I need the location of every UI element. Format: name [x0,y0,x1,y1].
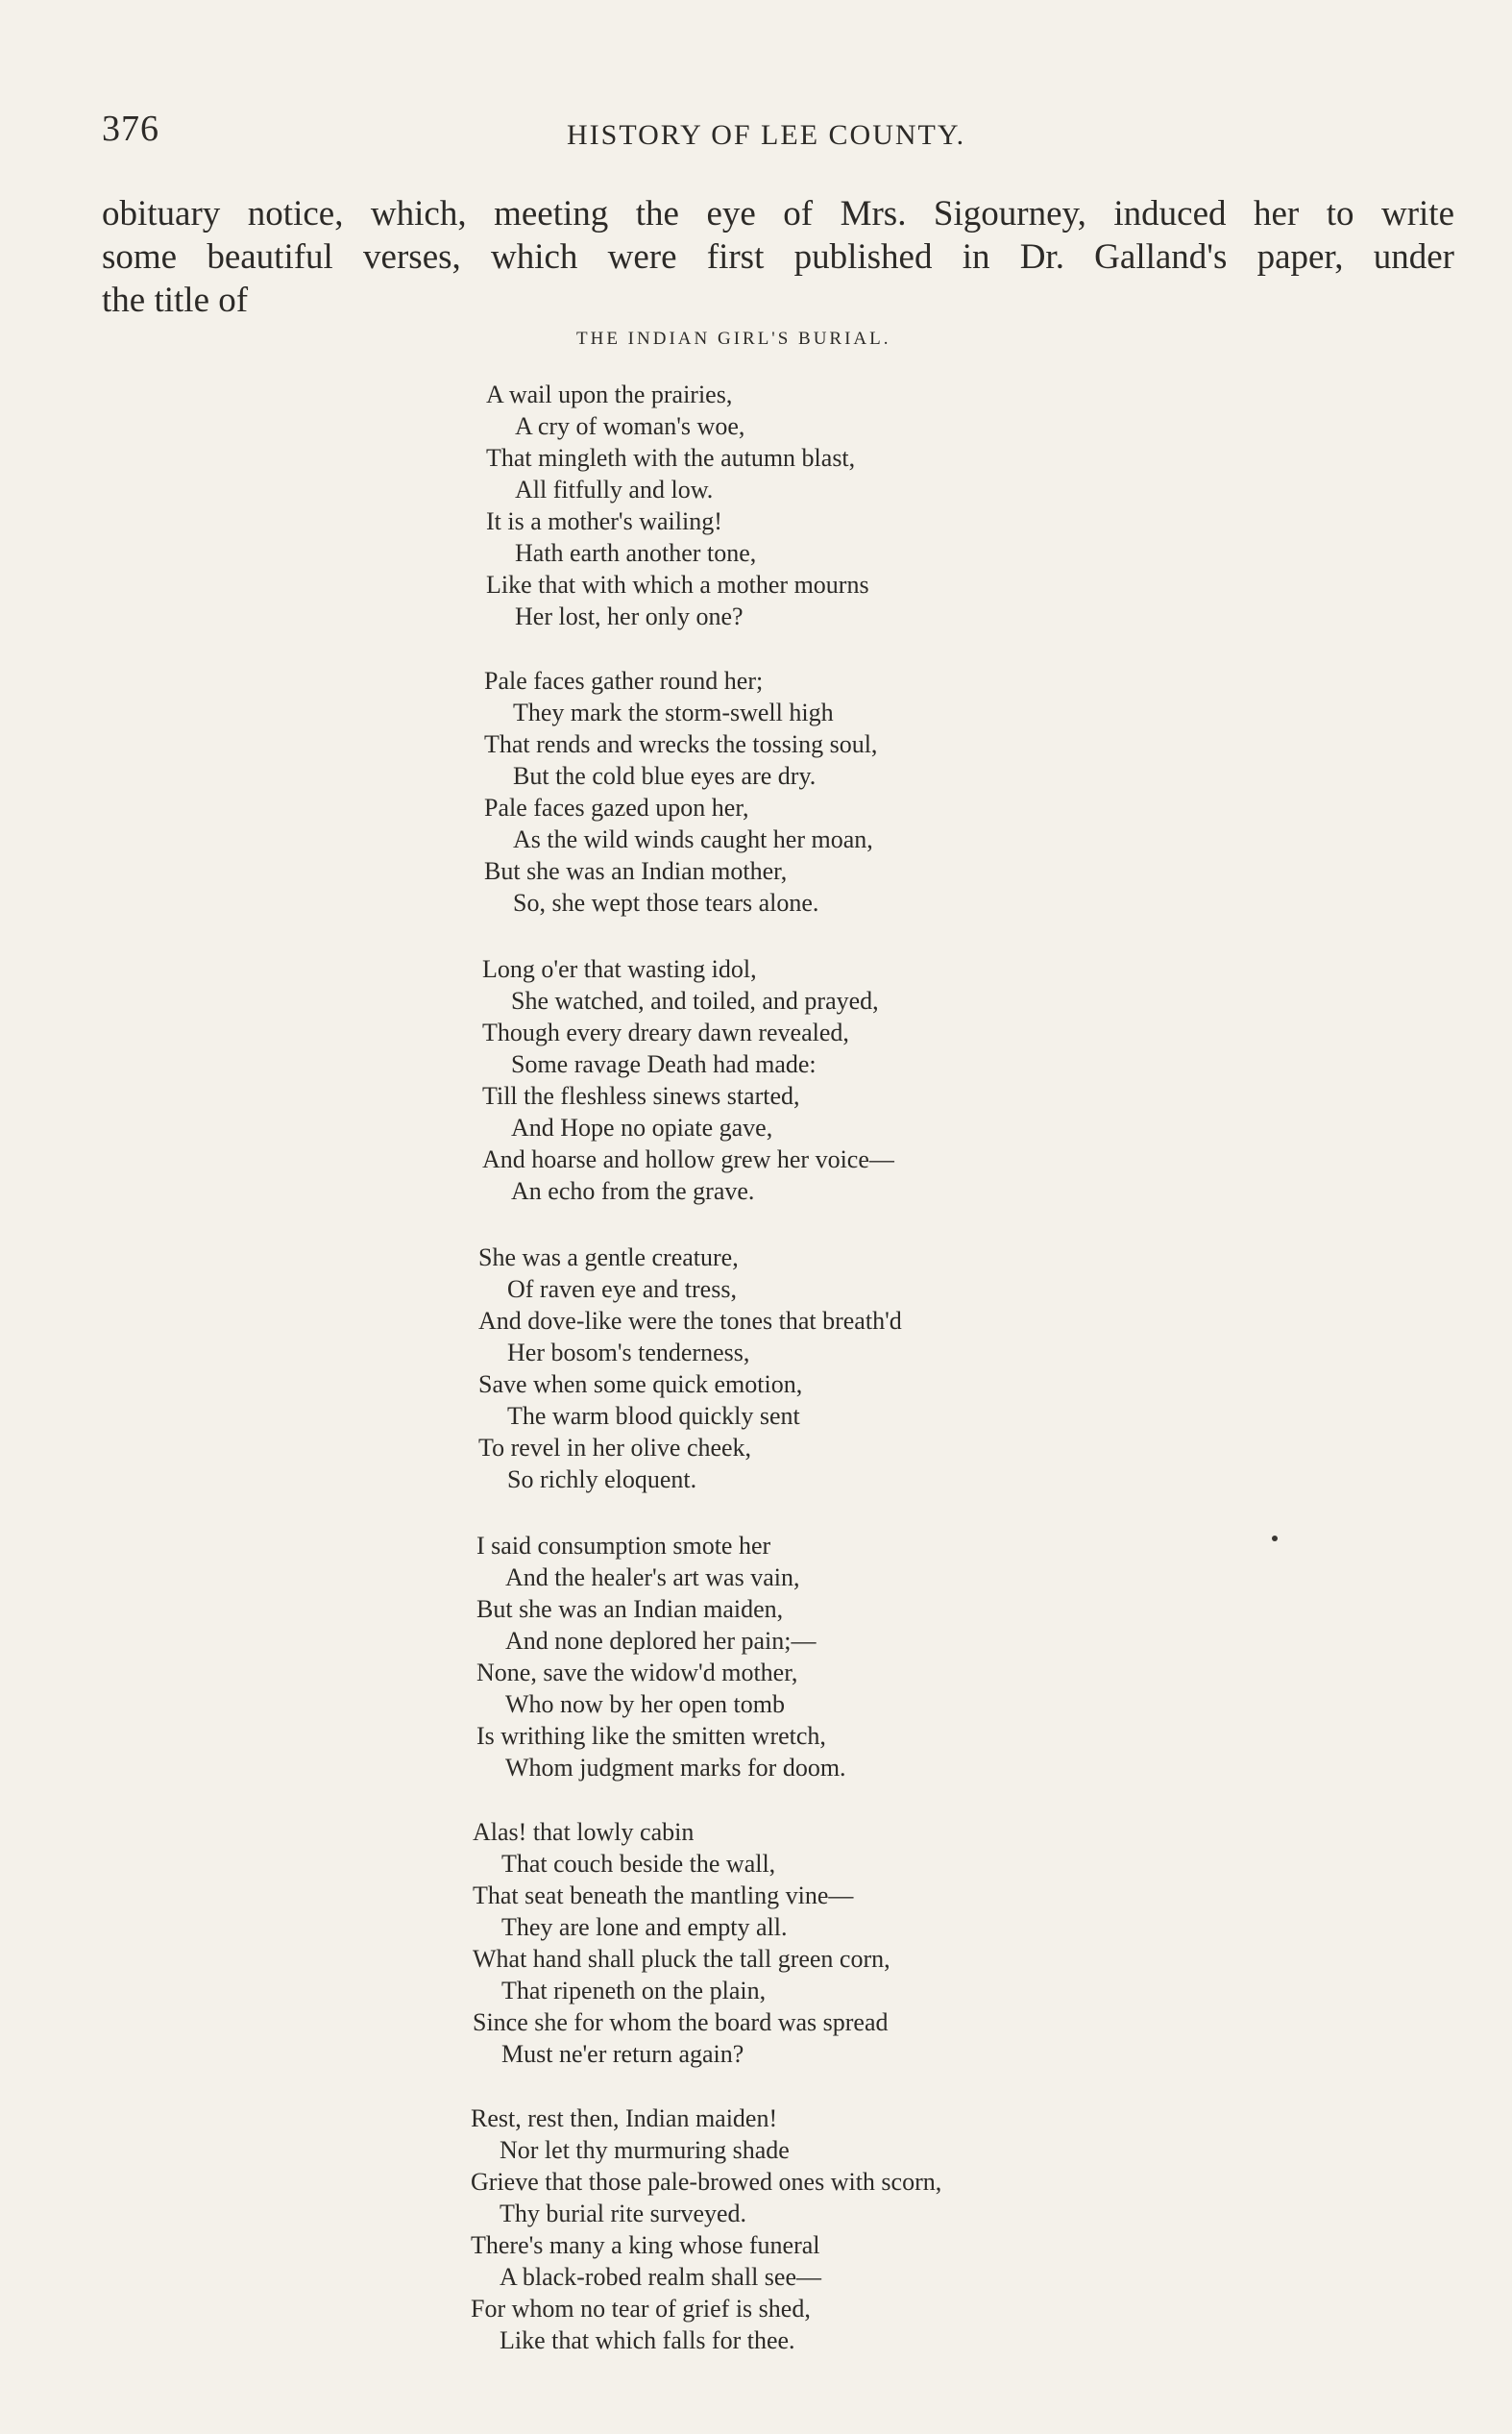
poem-line: There's many a king whose funeral [471,2231,820,2259]
poem-line: That couch beside the wall, [501,1850,776,1878]
poem-line: That mingleth with the autumn blast, [486,444,856,472]
poem-line: Must ne'er return again? [501,2040,744,2068]
poem-line: A black-robed realm shall see— [500,2263,821,2291]
poem-stanza [482,953,894,1207]
poem-line: And Hope no opiate gave, [511,1114,773,1142]
poem-line: Nor let thy murmuring shade [500,2136,790,2164]
poem-stanza [486,379,869,632]
poem-line: Till the fleshless sinews started, [482,1082,800,1110]
poem-line: Pale faces gazed upon her, [484,794,749,822]
poem-stanza [476,1530,846,1783]
poem-line: So richly eloquent. [507,1465,697,1493]
poem-line: None, save the widow'd mother, [476,1659,798,1686]
poem-stanza [471,2102,941,2356]
poem-stanza [473,1816,890,2070]
poem-line: To revel in her olive cheek, [478,1434,752,1462]
poem-line: They are lone and empty all. [501,1913,788,1941]
poem-line: An echo from the grave. [511,1177,755,1205]
poem-title: THE INDIAN GIRL'S BURIAL. [576,329,891,349]
poem-line: Her lost, her only one? [515,602,744,630]
poem-line: Thy burial rite surveyed. [500,2200,747,2227]
poem-line: Since she for whom the board was spread [473,2008,889,2036]
poem-line: Of raven eye and tress, [507,1275,737,1303]
poem-line: All fitfully and low. [515,476,714,504]
poem-line: The warm blood quickly sent [507,1402,800,1430]
intro-line: obituary notice, which, meeting the eye of Mrs. Sigourney, induced her to write [102,194,1454,234]
intro-line: some beautiful verses, which were first published in Dr. Galland's paper, under [102,237,1454,277]
poem-line: Pale faces gather round her; [484,667,764,695]
poem-line: It is a mother's wailing! [486,507,722,535]
poem-line: Long o'er that wasting idol, [482,955,757,983]
running-title: HISTORY OF LEE COUNTY. [567,119,966,151]
poem-line: But the cold blue eyes are dry. [513,762,817,790]
poem-line: So, she wept those tears alone. [513,889,819,917]
poem-line: Is writhing like the smitten wretch, [476,1722,826,1750]
poem-line: She watched, and toiled, and prayed, [511,987,879,1015]
poem-line: But she was an Indian maiden, [476,1595,784,1623]
poem-line: A wail upon the prairies, [486,381,733,408]
poem-line: Save when some quick emotion, [478,1370,803,1398]
print-speck [1272,1536,1278,1541]
poem-line: A cry of woman's woe, [515,412,745,440]
poem-line: And hoarse and hollow grew her voice— [482,1145,894,1173]
poem-line: Her bosom's tenderness, [507,1339,750,1366]
poem-line: Who now by her open tomb [505,1690,786,1718]
poem-stanza [478,1242,902,1495]
intro-line: the title of [102,281,249,320]
intro-paragraph [102,192,1454,322]
poem-line: For whom no tear of grief is shed, [471,2295,811,2323]
poem-line: Like that with which a mother mourns [486,571,869,599]
poem-line: But she was an Indian mother, [484,857,788,885]
poem-line: She was a gentle creature, [478,1243,739,1271]
poem-stanza [484,665,877,919]
poem-line: Rest, rest then, Indian maiden! [471,2104,778,2132]
poem-line: And none deplored her pain;— [505,1627,817,1655]
poem-line: That rends and wrecks the tossing soul, [484,730,878,758]
poem-line: That ripeneth on the plain, [501,1977,767,2004]
poem-line: And the healer's art was vain, [505,1563,800,1591]
poem-line: That seat beneath the mantling vine— [473,1881,854,1909]
poem-line: What hand shall pluck the tall green corn, [473,1945,890,1973]
poem-line: Hath earth another tone, [515,539,757,567]
poem-line: And dove-like were the tones that breath'd [478,1307,902,1335]
poem-line: As the wild winds caught her moan, [513,825,873,853]
poem-line: Though every dreary dawn revealed, [482,1019,849,1046]
poem-line: I said consumption smote her [476,1532,771,1560]
poem-line: Grieve that those pale-browed ones with scorn, [471,2168,942,2196]
poem-line: Some ravage Death had made: [511,1050,817,1078]
poem-line: Alas! that lowly cabin [473,1818,695,1846]
page-number: 376 [102,109,159,149]
poem-line: They mark the storm-swell high [513,699,834,726]
poem-line: Like that which falls for thee. [500,2326,795,2354]
poem-line: Whom judgment marks for doom. [505,1754,846,1782]
